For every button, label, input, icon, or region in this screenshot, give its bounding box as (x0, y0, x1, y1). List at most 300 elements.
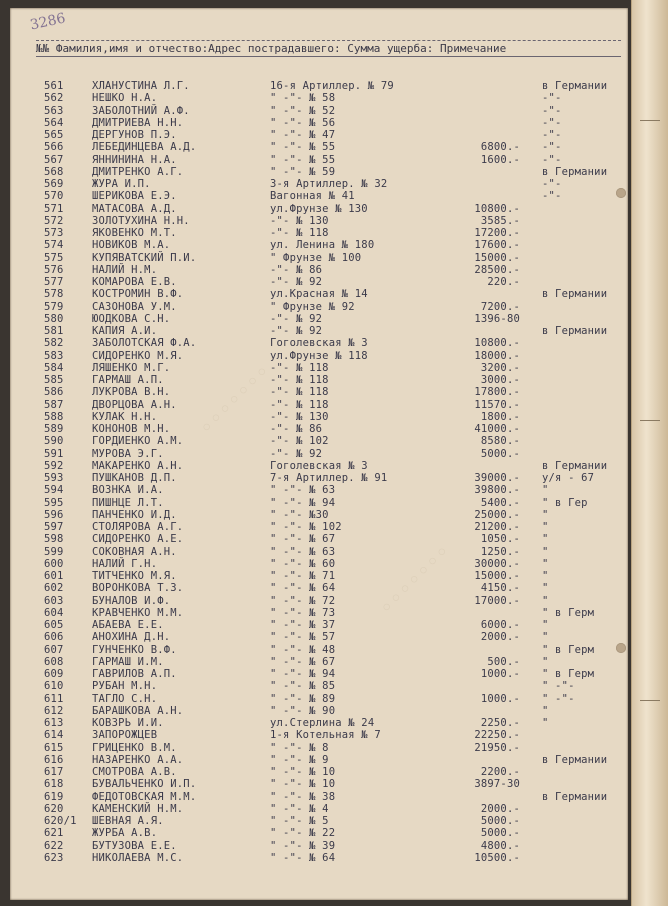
cell-note: у/я - 67 (542, 472, 595, 484)
table-row (0, 680, 640, 692)
cell-note: " (542, 508, 549, 521)
cell-sum: 21950.- (474, 741, 520, 754)
cell-addr: " -"- № 58 (270, 92, 336, 105)
cell-name: СИДОРЕНКО М.Я. (92, 349, 184, 362)
cell-num: 590 (44, 435, 64, 448)
table-row (0, 141, 640, 153)
cell-sum: 17000.- (474, 594, 520, 607)
cell-num: 572 (44, 214, 64, 227)
cell-num: 614 (44, 729, 64, 742)
table-row (0, 117, 640, 129)
cell-num: 607 (44, 643, 64, 656)
cell-note: " (542, 717, 549, 729)
cell-sum: 5000.- (480, 447, 520, 460)
cell-addr: 3-я Артиллер. № 32 (270, 178, 388, 190)
cell-name: ДЕРГУНОВ П.Э. (92, 129, 177, 141)
cell-num: 561 (44, 80, 64, 92)
cell-num: 565 (44, 129, 64, 141)
cell-addr: -"- № 86 (270, 263, 323, 276)
cell-num: 611 (44, 692, 64, 705)
cell-name: ВОЗНКА И.А. (92, 484, 164, 497)
table-row (0, 619, 640, 631)
cell-num: 598 (44, 533, 64, 546)
cell-num: 592 (44, 459, 64, 472)
cell-sum: 22250.- (474, 729, 520, 742)
cell-name: КУЛАК Н.Н. (92, 410, 158, 423)
cell-addr: -"- № 118 (270, 386, 329, 399)
table-row (0, 337, 640, 349)
cell-name: ЗАБОЛОТНИЙ А.Ф. (92, 104, 190, 117)
cell-note: в Германии (542, 165, 608, 178)
cell-note: " (542, 582, 549, 595)
cell-num: 602 (44, 582, 64, 595)
cell-name: ЖУРБА А.В. (92, 827, 158, 840)
cell-addr: " -"- № 94 (270, 668, 336, 680)
cell-name: СОКОВНАЯ А.Н. (92, 545, 177, 558)
cell-addr: " -"- № 22 (270, 827, 336, 840)
cell-note: " (542, 619, 549, 631)
cell-addr: " -"- № 10 (270, 778, 336, 791)
cell-sum: 4800.- (480, 839, 520, 852)
cell-addr: " -"- № 47 (270, 129, 336, 141)
cell-name: СМОТРОВА А.В. (92, 766, 177, 778)
cell-num: 604 (44, 606, 64, 619)
cell-addr: " -"- № 9 (270, 753, 329, 766)
cell-num: 570 (44, 190, 64, 203)
cell-name: ГАРМАШ А.П. (92, 374, 164, 386)
cell-addr: " -"- № 64 (270, 851, 336, 864)
table-row (0, 313, 640, 325)
cell-sum: 2000.- (480, 631, 520, 644)
table-row (0, 435, 640, 447)
table-row (0, 80, 640, 92)
cell-addr: " Фрунзе № 92 (270, 300, 355, 313)
cell-name: БУНАЛОВ И.Ф. (92, 594, 171, 607)
cell-addr: " -"- № 89 (270, 692, 336, 705)
cell-sum: 1250.- (480, 545, 520, 558)
table-row (0, 154, 640, 166)
cell-addr: " -"- № 85 (270, 680, 336, 693)
cell-addr: -"- № 130 (270, 214, 329, 227)
table-row (0, 276, 640, 288)
table-row (0, 301, 640, 313)
table-row (0, 105, 640, 117)
cell-note: " в Герм (542, 643, 595, 656)
cell-note: -"- (542, 104, 562, 117)
cell-note: -"- (542, 92, 562, 105)
cell-addr: -"- № 118 (270, 227, 329, 239)
cell-num: 578 (44, 288, 64, 301)
cell-addr: " -"- № 59 (270, 165, 336, 178)
table-row (0, 166, 640, 178)
cell-addr: -"- № 86 (270, 423, 323, 435)
cell-addr: " -"- № 37 (270, 619, 336, 631)
cell-sum: 10500.- (474, 851, 520, 864)
cell-note: -"- (542, 129, 562, 141)
cell-sum: 5000.- (480, 827, 520, 840)
cell-addr: " -"- № 73 (270, 606, 336, 619)
cell-addr: " -"- № 57 (270, 631, 336, 644)
table-row (0, 374, 640, 386)
cell-num: 584 (44, 361, 64, 374)
cell-name: ГУНЧЕНКО В.Ф. (92, 643, 177, 656)
cell-note: " -"- (542, 680, 575, 693)
cell-note: " (542, 484, 549, 497)
cell-sum: 220.- (487, 276, 520, 288)
cell-addr: " -"- №30 (270, 508, 329, 521)
cell-note: " (542, 570, 549, 582)
cell-name: КОМАРОВА Е.В. (92, 276, 177, 288)
cell-sum: 1000.- (480, 692, 520, 705)
cell-sum: 3000.- (480, 374, 520, 386)
cell-name: ЗАБОЛОТСКАЯ Ф.А. (92, 337, 197, 350)
cell-name: НАЗАРЕНКО А.А. (92, 753, 184, 766)
table-row (0, 705, 640, 717)
cell-sum: 7200.- (480, 300, 520, 313)
table-row (0, 582, 640, 594)
cell-num: 589 (44, 423, 64, 435)
cell-sum: 3200.- (480, 361, 520, 374)
cell-addr: " -"- № 71 (270, 570, 336, 582)
cell-note: -"- (542, 178, 562, 190)
cell-note: " (542, 655, 549, 668)
cell-name: КУПЯВАТСКИЙ П.И. (92, 251, 197, 264)
cell-num: 616 (44, 753, 64, 766)
cell-sum: 10800.- (474, 202, 520, 215)
cell-sum: 11570.- (474, 398, 520, 411)
cell-num: 588 (44, 410, 64, 423)
table-row (0, 827, 640, 839)
cell-sum: 15000.- (474, 251, 520, 264)
cell-name: ЛУКРОВА В.Н. (92, 386, 171, 399)
cell-sum: 1800.- (480, 410, 520, 423)
cell-addr: " -"- № 60 (270, 557, 336, 570)
cell-addr: -"- № 118 (270, 374, 329, 386)
cell-addr: 1-я Котельная № 7 (270, 729, 381, 742)
table-row (0, 815, 640, 827)
cell-addr: " -"- № 4 (270, 802, 329, 815)
edge-mark (640, 700, 660, 701)
cell-sum: 2250.- (480, 717, 520, 729)
cell-num: 593 (44, 472, 64, 484)
cell-name: ШЕРИКОВА Е.Э. (92, 190, 177, 203)
cell-note: " (542, 594, 549, 607)
cell-note: -"- (542, 153, 562, 166)
table-row (0, 644, 640, 656)
table-row (0, 509, 640, 521)
cell-addr: " -"- № 94 (270, 496, 336, 509)
cell-addr: -"- № 118 (270, 361, 329, 374)
cell-sum: 1050.- (480, 533, 520, 546)
cell-name: МАТАСОВА А.Д. (92, 202, 177, 215)
cell-sum: 4150.- (480, 582, 520, 595)
cell-addr: -"- № 92 (270, 312, 323, 325)
cell-addr: ул.Фрунзе № 130 (270, 202, 368, 215)
cell-addr: -"- № 118 (270, 398, 329, 411)
cell-addr: " -"- № 10 (270, 766, 336, 778)
cell-name: КАМЕНСКИЙ Н.М. (92, 802, 184, 815)
cell-sum: 28500.- (474, 263, 520, 276)
cell-sum: 25000.- (474, 508, 520, 521)
cell-name: ЖУРА И.П. (92, 178, 151, 190)
cell-name: ДВОРЦОВА А.Н. (92, 398, 177, 411)
cell-name: НИКОЛАЕВА М.С. (92, 851, 184, 864)
cell-num: 585 (44, 374, 64, 386)
cell-num: 575 (44, 251, 64, 264)
table-row (0, 484, 640, 496)
cell-num: 610 (44, 680, 64, 693)
table-row (0, 693, 640, 705)
table-row (0, 227, 640, 239)
table-row (0, 570, 640, 582)
table-row (0, 92, 640, 104)
cell-name: КОВЗРЬ И.И. (92, 717, 164, 729)
table-row (0, 203, 640, 215)
table-row (0, 252, 640, 264)
table-row (0, 742, 640, 754)
cell-name: ГОРДИЕНКО А.М. (92, 435, 184, 448)
cell-name: НОВИКОВ М.А. (92, 239, 171, 252)
cell-name: СИДОРЕНКО А.Е. (92, 533, 184, 546)
table-row (0, 595, 640, 607)
table-row (0, 288, 640, 300)
table-row (0, 264, 640, 276)
edge-mark (640, 420, 660, 421)
cell-sum: 3897-30 (474, 778, 520, 791)
cell-addr: " -"- № 67 (270, 655, 336, 668)
watermark: ◦◦◦◦◦◦◦ (194, 359, 277, 442)
cell-name: ВОРОНКОВА Т.З. (92, 582, 184, 595)
cell-num: 599 (44, 545, 64, 558)
cell-addr: ул.Фрунзе № 118 (270, 349, 368, 362)
cell-sum: 39000.- (474, 472, 520, 484)
cell-note: " (542, 557, 549, 570)
cell-note: " в Герм (542, 606, 595, 619)
cell-note: " в Гер (542, 496, 588, 509)
cell-addr: " -"- № 67 (270, 533, 336, 546)
table-row (0, 399, 640, 411)
table-header: №№ Фамилия,имя и отчество:Адрес пострадавшего: Сумма ущерба: Примечание (36, 42, 621, 57)
cell-addr: Гоголевская № 3 (270, 459, 368, 472)
table-row (0, 766, 640, 778)
cell-note: в Германии (542, 288, 608, 301)
cell-addr: -"- № 92 (270, 447, 323, 460)
cell-note: " (542, 521, 549, 533)
cell-addr: " Фрунзе № 100 (270, 251, 362, 264)
cell-addr: " -"- № 8 (270, 741, 329, 754)
cell-num: 595 (44, 496, 64, 509)
cell-name: СТОЛЯРОВА А.Г. (92, 521, 184, 533)
cell-num: 606 (44, 631, 64, 644)
cell-num: 615 (44, 741, 64, 754)
cell-sum: 2200.- (480, 766, 520, 778)
cell-name: ФЕДОТОВСКАЯ М.М. (92, 790, 197, 803)
cell-sum: 1396-80 (474, 312, 520, 325)
cell-note: " -"- (542, 692, 575, 705)
table-row (0, 386, 640, 398)
cell-name: ЛЯШЕНКО М.Г. (92, 361, 171, 374)
cell-note: в Германии (542, 325, 608, 337)
cell-note: " (542, 545, 549, 558)
cell-name: ХЛАНУСТИНА Л.Г. (92, 80, 190, 92)
cell-addr: ул. Ленина № 180 (270, 239, 375, 252)
table-row (0, 791, 640, 803)
table-row (0, 803, 640, 815)
cell-sum: 15000.- (474, 570, 520, 582)
cell-addr: 16-я Артиллер. № 79 (270, 80, 394, 92)
cell-addr: -"- № 92 (270, 276, 323, 288)
cell-name: ТИТЧЕНКО М.Я. (92, 570, 177, 582)
cell-name: ЛЕБЕДИНЦЕВА А.Д. (92, 141, 197, 154)
cell-note: в Германии (542, 753, 608, 766)
cell-num: 573 (44, 227, 64, 239)
cell-num: 564 (44, 116, 64, 129)
table-row (0, 362, 640, 374)
cell-addr: -"- № 92 (270, 325, 323, 337)
cell-name: АБАЕВА Е.Е. (92, 619, 164, 631)
table-row (0, 729, 640, 741)
cell-addr: " -"- № 55 (270, 141, 336, 154)
cell-num: 566 (44, 141, 64, 154)
cell-note: -"- (542, 116, 562, 129)
cell-sum: 3585.- (480, 214, 520, 227)
cell-num: 568 (44, 165, 64, 178)
cell-note: " в Герм (542, 668, 595, 680)
cell-name: ПИШНЦЕ Л.Т. (92, 496, 164, 509)
cell-num: 577 (44, 276, 64, 288)
cell-name: КОНОНОВ М.Н. (92, 423, 171, 435)
table-row (0, 178, 640, 190)
cell-note: -"- (542, 190, 562, 203)
cell-note: " (542, 704, 549, 717)
cell-sum: 8580.- (480, 435, 520, 448)
cell-num: 574 (44, 239, 64, 252)
cell-addr: " -"- № 63 (270, 484, 336, 497)
cell-num: 586 (44, 386, 64, 399)
cell-name: ГАРМАШ И.М. (92, 655, 164, 668)
cell-addr: ул.Стерлина № 24 (270, 717, 375, 729)
cell-num: 623 (44, 851, 64, 864)
table-row (0, 546, 640, 558)
cell-addr: " -"- № 39 (270, 839, 336, 852)
cell-sum: 1000.- (480, 668, 520, 680)
cell-name: ШЕВНАЯ А.Я. (92, 815, 164, 827)
cell-note: " (542, 533, 549, 546)
cell-addr: " -"- № 90 (270, 704, 336, 717)
table-row (0, 631, 640, 643)
archive-stamp: 3286 (28, 10, 67, 34)
cell-addr: " -"- № 38 (270, 790, 336, 803)
cell-name: МУРОВА Э.Г. (92, 447, 164, 460)
table-row (0, 411, 640, 423)
table-row (0, 521, 640, 533)
table-row (0, 325, 640, 337)
cell-addr: " -"- № 55 (270, 153, 336, 166)
table-row (0, 852, 640, 864)
table-row (0, 656, 640, 668)
cell-addr: ул.Красная № 14 (270, 288, 368, 301)
cell-name: КАПИЯ А.И. (92, 325, 158, 337)
cell-num: 587 (44, 398, 64, 411)
cell-name: КРАВЧЕНКО М.М. (92, 606, 184, 619)
cell-num: 618 (44, 778, 64, 791)
cell-num: 620/1 (44, 815, 77, 827)
cell-name: ГРИЦЕНКО В.М. (92, 741, 177, 754)
cell-sum: 41000.- (474, 423, 520, 435)
table-row (0, 558, 640, 570)
cell-sum: 6000.- (480, 619, 520, 631)
cell-sum: 17800.- (474, 386, 520, 399)
cell-addr: Вагонная № 41 (270, 190, 355, 203)
table-row (0, 497, 640, 509)
table-row (0, 239, 640, 251)
cell-name: ЗОЛОТУХИНА Н.Н. (92, 214, 190, 227)
cell-num: 617 (44, 766, 64, 778)
cell-addr: " -"- № 64 (270, 582, 336, 595)
cell-addr: " -"- № 56 (270, 116, 336, 129)
cell-num: 583 (44, 349, 64, 362)
cell-num: 567 (44, 153, 64, 166)
cell-sum: 18000.- (474, 349, 520, 362)
cell-name: МАКАРЕНКО А.Н. (92, 459, 184, 472)
cell-note: в Германии (542, 459, 608, 472)
cell-num: 579 (44, 300, 64, 313)
cell-name: ЗАПОРОЖЦЕВ (92, 729, 158, 742)
table-row (0, 840, 640, 852)
cell-note: в Германии (542, 80, 608, 92)
cell-sum: 500.- (487, 655, 520, 668)
cell-addr: " -"- № 72 (270, 594, 336, 607)
table-row (0, 754, 640, 766)
cell-num: 569 (44, 178, 64, 190)
cell-name: НЕШКО Н.А. (92, 92, 158, 105)
cell-sum: 30000.- (474, 557, 520, 570)
cell-name: РУБАН М.Н. (92, 680, 158, 693)
table-row (0, 668, 640, 680)
cell-sum: 2000.- (480, 802, 520, 815)
cell-name: АНОХИНА Д.Н. (92, 631, 171, 644)
cell-sum: 5000.- (480, 815, 520, 827)
table-row (0, 215, 640, 227)
cell-addr: Гоголевская № 3 (270, 337, 368, 350)
table-row (0, 460, 640, 472)
cell-num: 581 (44, 325, 64, 337)
cell-num: 580 (44, 312, 64, 325)
cell-num: 622 (44, 839, 64, 852)
cell-name: ПАНЧЕНКО И.Д. (92, 508, 177, 521)
cell-num: 563 (44, 104, 64, 117)
cell-num: 597 (44, 521, 64, 533)
cell-name: ГАВРИЛОВ А.П. (92, 668, 177, 680)
table-row (0, 472, 640, 484)
cell-num: 603 (44, 594, 64, 607)
table-row (0, 350, 640, 362)
cell-num: 609 (44, 668, 64, 680)
cell-sum: 1600.- (480, 153, 520, 166)
cell-name: НАЛИЙ Г.Н. (92, 557, 158, 570)
cell-addr: " -"- № 63 (270, 545, 336, 558)
table-row (0, 607, 640, 619)
cell-name: ТАГЛО С.Н. (92, 692, 158, 705)
cell-addr: -"- № 130 (270, 410, 329, 423)
table-row (0, 448, 640, 460)
cell-name: БУВАЛЬЧЕНКО И.П. (92, 778, 197, 791)
cell-num: 601 (44, 570, 64, 582)
table-row (0, 423, 640, 435)
cell-num: 600 (44, 557, 64, 570)
table-row (0, 533, 640, 545)
cell-addr: " -"- № 5 (270, 815, 329, 827)
